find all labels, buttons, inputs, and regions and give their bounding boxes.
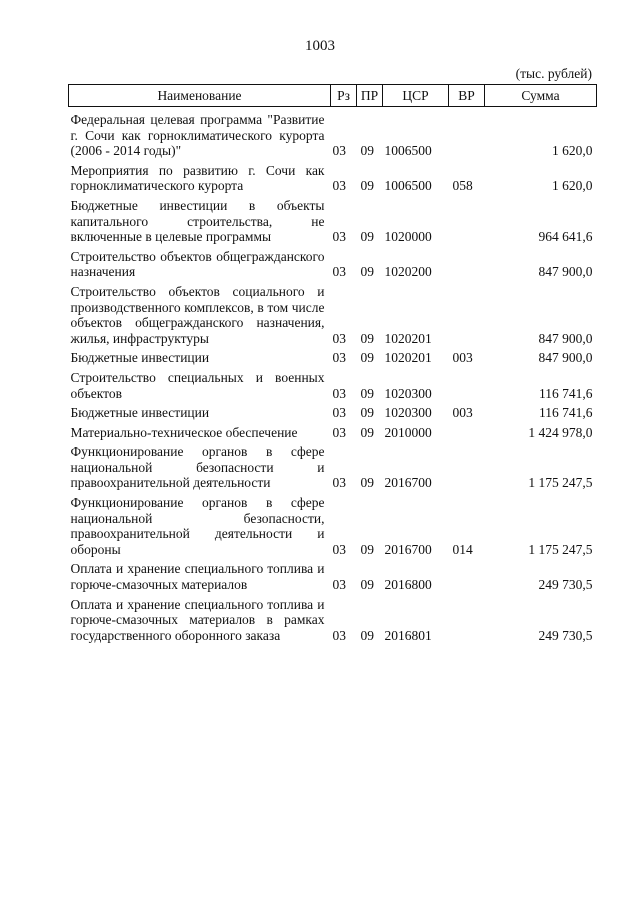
row-rz: 03 xyxy=(332,330,346,346)
row-rz: 03 xyxy=(332,627,346,643)
row-csr: 1006500 xyxy=(384,143,432,159)
row-pr: 09 xyxy=(360,350,374,366)
row-pr: 09 xyxy=(360,541,374,557)
row-name: Оплата и хранение специального топлива и горюче-смазочных материалов xyxy=(70,561,325,593)
row-name: Строительство объектов социального и производственного комплексов, в том числе объектов общегражданского назначения, жилья, инфраструктуры xyxy=(70,283,325,346)
row-pr: 09 xyxy=(360,627,374,643)
row-rz: 03 xyxy=(332,424,346,440)
row-pr: 09 xyxy=(360,229,374,245)
row-name: Строительство специальных и военных объектов xyxy=(70,369,325,401)
row-vr xyxy=(449,597,485,648)
table-row xyxy=(69,107,597,163)
row-vr: 058 xyxy=(452,178,473,194)
row-name: Функционирование органов в сфере национальной безопасности, правоохранительной деятельности и обороны xyxy=(70,495,325,557)
row-name: Материально-техническое обеспечение xyxy=(70,424,298,440)
row-pr: 09 xyxy=(360,330,374,346)
row-vr xyxy=(449,561,485,596)
table-row xyxy=(69,198,597,249)
row-vr xyxy=(449,370,485,405)
row-sum: 964 641,6 xyxy=(538,229,593,245)
header-csr: ЦСР xyxy=(383,85,449,107)
header-rz: Рз xyxy=(331,85,357,107)
row-rz: 03 xyxy=(332,229,346,245)
row-sum: 1 424 978,0 xyxy=(528,424,593,440)
row-rz: 03 xyxy=(332,385,346,401)
row-rz: 03 xyxy=(332,264,346,280)
row-name: Бюджетные инвестиции xyxy=(70,350,210,366)
row-sum: 1 175 247,5 xyxy=(528,541,593,557)
table-row xyxy=(69,597,597,648)
table-header-row xyxy=(69,85,597,107)
table-row xyxy=(69,249,597,284)
table-row xyxy=(69,561,597,596)
row-sum: 116 741,6 xyxy=(539,405,593,421)
unit-note: (тыс. рублей) xyxy=(515,66,592,81)
row-sum: 116 741,6 xyxy=(539,385,593,401)
row-name: Мероприятия по развитию г. Сочи как горноклиматического курорта xyxy=(70,162,325,194)
page-number: 1003 xyxy=(305,38,335,54)
row-name: Бюджетные инвестиции xyxy=(70,405,210,421)
row-pr: 09 xyxy=(360,475,374,491)
row-rz: 03 xyxy=(332,143,346,159)
table-row xyxy=(69,284,597,350)
row-csr: 2010000 xyxy=(384,424,432,440)
header-sum: Сумма xyxy=(485,85,597,107)
table-row xyxy=(69,370,597,405)
row-csr: 1020300 xyxy=(384,405,432,421)
row-vr xyxy=(449,198,485,249)
row-pr: 09 xyxy=(360,424,374,440)
row-pr: 09 xyxy=(360,577,374,593)
row-csr: 2016700 xyxy=(384,541,432,557)
row-sum: 847 900,0 xyxy=(538,330,593,346)
row-name: Функционирование органов в сфере национальной безопасности и правоохранительной деятельности xyxy=(70,444,325,491)
row-rz: 03 xyxy=(332,178,346,194)
header-pr: ПР xyxy=(357,85,383,107)
row-vr xyxy=(449,444,485,495)
table-row xyxy=(69,163,597,198)
budget-table xyxy=(68,84,597,647)
row-vr xyxy=(449,425,485,445)
table-row xyxy=(69,495,597,561)
row-pr: 09 xyxy=(360,405,374,421)
row-vr: 003 xyxy=(452,405,473,421)
row-rz: 03 xyxy=(332,405,346,421)
row-name: Оплата и хранение специального топлива и горюче-смазочных материалов в рамках государственного оборонного заказа xyxy=(70,596,325,643)
row-csr: 1020300 xyxy=(384,385,432,401)
row-vr xyxy=(449,249,485,284)
row-csr: 2016800 xyxy=(384,577,432,593)
table-row xyxy=(69,425,597,445)
row-rz: 03 xyxy=(332,541,346,557)
row-pr: 09 xyxy=(360,143,374,159)
row-rz: 03 xyxy=(332,350,346,366)
row-name: Строительство объектов общегражданского назначения xyxy=(70,248,325,280)
row-sum: 1 620,0 xyxy=(552,178,593,194)
row-sum: 847 900,0 xyxy=(538,264,593,280)
row-sum: 249 730,5 xyxy=(538,577,593,593)
row-sum: 1 175 247,5 xyxy=(528,475,593,491)
row-sum: 1 620,0 xyxy=(552,143,593,159)
row-csr: 1020201 xyxy=(384,350,432,366)
row-name: Бюджетные инвестиции в объекты капитального строительства, не включенные в целевые программы xyxy=(70,197,325,245)
row-csr: 2016801 xyxy=(384,627,432,643)
row-name: Федеральная целевая программа "Развитие г. Сочи как горноклиматического курорта (2006 - 2014 годы)" xyxy=(70,112,325,159)
row-vr: 003 xyxy=(452,350,473,366)
header-vr: ВР xyxy=(449,85,485,107)
row-sum: 847 900,0 xyxy=(538,350,593,366)
row-csr: 1020200 xyxy=(384,264,432,280)
row-csr: 1020201 xyxy=(384,330,432,346)
row-vr: 014 xyxy=(452,541,473,557)
row-pr: 09 xyxy=(360,264,374,280)
row-csr: 1006500 xyxy=(384,178,432,194)
row-pr: 09 xyxy=(360,385,374,401)
row-vr xyxy=(449,107,485,163)
table-row xyxy=(69,350,597,370)
row-csr: 1020000 xyxy=(384,229,432,245)
header-name: Наименование xyxy=(69,85,331,107)
row-csr: 2016700 xyxy=(384,475,432,491)
row-vr xyxy=(449,284,485,350)
table-row xyxy=(69,444,597,495)
table-row xyxy=(69,405,597,425)
row-rz: 03 xyxy=(332,475,346,491)
row-sum: 249 730,5 xyxy=(538,627,593,643)
row-pr: 09 xyxy=(360,178,374,194)
row-rz: 03 xyxy=(332,577,346,593)
